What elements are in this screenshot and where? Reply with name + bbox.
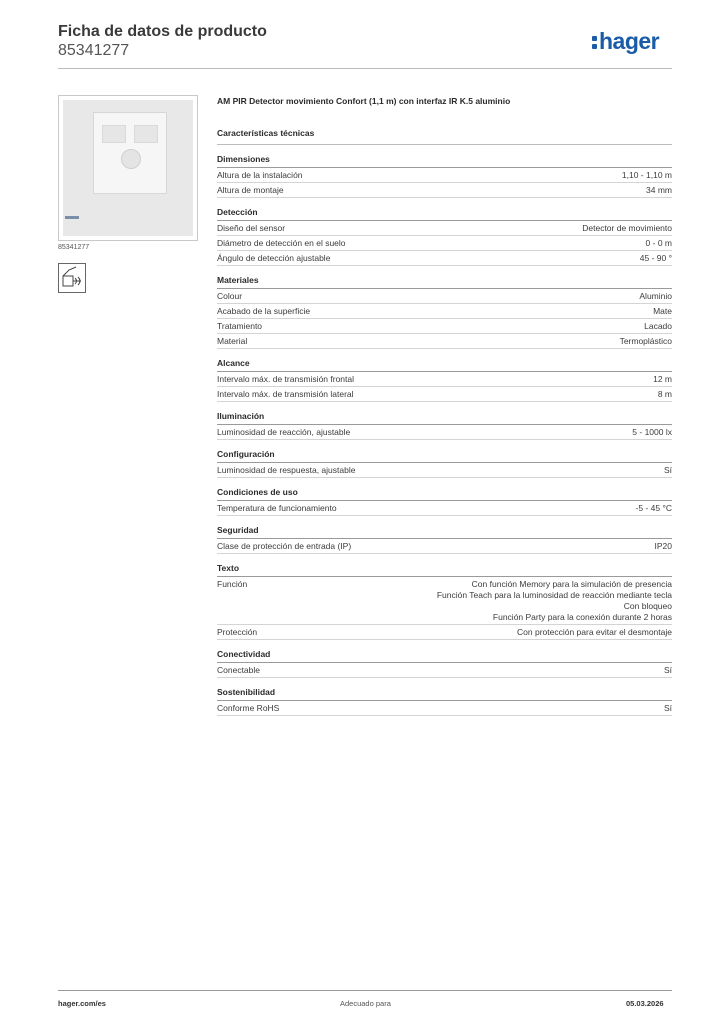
spec-label: Intervalo máx. de transmisión frontal xyxy=(217,374,355,384)
spec-row xyxy=(217,183,672,198)
spec-section xyxy=(217,563,672,640)
spec-section xyxy=(217,487,672,516)
page-title: Ficha de datos de producto xyxy=(58,23,267,40)
spec-value xyxy=(437,579,672,623)
sensor-window-right xyxy=(134,125,158,143)
spec-label: Temperatura de funcionamiento xyxy=(217,503,337,513)
section-title: Conectividad xyxy=(217,649,672,663)
section-title: Configuración xyxy=(217,449,672,463)
spec-section xyxy=(217,275,672,349)
spec-row xyxy=(217,221,672,236)
spec-row xyxy=(217,701,672,716)
spec-section xyxy=(217,358,672,402)
spec-value-line: Función Party para la conexión durante 2 horas xyxy=(492,612,672,622)
footer-divider xyxy=(58,990,672,991)
spec-row xyxy=(217,251,672,266)
spec-value xyxy=(653,374,672,385)
spec-value-line: Con protección para evitar el desmontaje xyxy=(517,627,672,637)
spec-row xyxy=(217,501,672,516)
spec-value-line: -5 - 45 °C xyxy=(635,503,672,513)
header-divider xyxy=(58,68,672,69)
spec-value xyxy=(664,703,672,714)
spec-row xyxy=(217,577,672,625)
section-title: Alcance xyxy=(217,358,672,372)
footer-suitable-for: Adecuado para xyxy=(340,999,391,1008)
product-name: AM PIR Detector movimiento Confort (1,1 m) con interfaz IR K.5 aluminio xyxy=(217,96,511,106)
spec-value-line: Lacado xyxy=(644,321,672,331)
detector-install-icon xyxy=(58,263,86,293)
spec-row xyxy=(217,168,672,183)
spec-value xyxy=(640,253,672,264)
spec-label: Diseño del sensor xyxy=(217,223,286,233)
section-title: Detección xyxy=(217,207,672,221)
spec-row xyxy=(217,319,672,334)
spec-row xyxy=(217,425,672,440)
spec-value-line: Detector de movimiento xyxy=(582,223,672,233)
spec-label: Colour xyxy=(217,291,243,301)
spec-value-line: 1,10 - 1,10 m xyxy=(621,170,672,180)
spec-value xyxy=(582,223,672,234)
spec-label: Material xyxy=(217,336,248,346)
spec-row xyxy=(217,387,672,402)
spec-label: Protección xyxy=(217,627,258,637)
spec-label: Altura de la instalación xyxy=(217,170,303,180)
scale-bar-icon xyxy=(65,216,79,219)
spec-value xyxy=(620,336,672,347)
spec-sections xyxy=(217,154,672,716)
spec-value-line: Función Teach para la luminosidad de reacción mediante tecla xyxy=(436,590,672,600)
logo-text: hager xyxy=(599,28,660,54)
spec-section xyxy=(217,687,672,716)
spec-value-line: Con función Memory para la simulación de presencia xyxy=(471,579,672,589)
spec-label: Altura de montaje xyxy=(217,185,284,195)
image-caption-code: 85341277 xyxy=(58,244,90,251)
spec-value-line: 8 m xyxy=(657,389,672,399)
spec-value-line: Aluminio xyxy=(639,291,672,301)
spec-value xyxy=(644,321,672,332)
section-title: Sostenibilidad xyxy=(217,687,672,701)
product-image xyxy=(58,95,198,241)
spec-row xyxy=(217,463,672,478)
sensor-lens xyxy=(121,149,141,169)
spec-value xyxy=(646,185,672,196)
spec-label: Clase de protección de entrada (IP) xyxy=(217,541,352,551)
spec-label: Intervalo máx. de transmisión lateral xyxy=(217,389,354,399)
spec-value xyxy=(653,306,672,317)
characteristics-divider xyxy=(217,144,672,145)
spec-label: Luminosidad de respuesta, ajustable xyxy=(217,465,356,475)
spec-label: Función xyxy=(217,579,248,589)
page-header xyxy=(58,22,267,60)
section-title: Seguridad xyxy=(217,525,672,539)
spec-row xyxy=(217,304,672,319)
spec-value xyxy=(517,627,672,638)
footer-date: 05.03.2026 xyxy=(626,999,664,1008)
product-datasheet xyxy=(217,96,672,716)
detector-image xyxy=(93,112,167,194)
spec-value-line: Sí xyxy=(663,665,672,675)
spec-value-line: 34 mm xyxy=(646,185,672,195)
spec-label: Luminosidad de reacción, ajustable xyxy=(217,427,351,437)
spec-label: Conectable xyxy=(217,665,261,675)
spec-value xyxy=(639,291,672,302)
spec-row xyxy=(217,663,672,678)
spec-value xyxy=(632,427,672,438)
footer-website[interactable]: hager.com/es xyxy=(58,999,106,1008)
spec-value xyxy=(655,541,673,552)
spec-value-line: Con bloqueo xyxy=(623,601,672,611)
spec-row xyxy=(217,625,672,640)
spec-value-line: Mate xyxy=(653,306,672,316)
logo-dots-icon xyxy=(592,36,597,50)
spec-row xyxy=(217,334,672,349)
spec-section xyxy=(217,411,672,440)
spec-value-line: Sí xyxy=(663,465,672,475)
product-code: 85341277 xyxy=(58,42,130,59)
spec-value-line: 45 - 90 ° xyxy=(639,253,672,263)
section-title: Dimensiones xyxy=(217,154,672,168)
spec-value-line: 0 - 0 m xyxy=(645,238,672,248)
spec-row xyxy=(217,289,672,304)
product-image-background xyxy=(63,100,193,236)
spec-label: Diámetro de detección en el suelo xyxy=(217,238,346,248)
section-title: Iluminación xyxy=(217,411,672,425)
characteristics-title: Características técnicas xyxy=(217,128,315,138)
spec-value-line: 5 - 1000 lx xyxy=(632,427,672,437)
spec-value xyxy=(658,389,672,400)
section-title: Materiales xyxy=(217,275,672,289)
spec-label: Acabado de la superficie xyxy=(217,306,311,316)
spec-value xyxy=(622,170,672,181)
spec-value-line: 12 m xyxy=(653,374,672,384)
spec-value xyxy=(664,665,672,676)
spec-label: Conforme RoHS xyxy=(217,703,280,713)
spec-row xyxy=(217,236,672,251)
spec-value xyxy=(636,503,672,514)
spec-section xyxy=(217,649,672,678)
spec-value-line: Termoplástico xyxy=(619,336,672,346)
spec-row xyxy=(217,539,672,554)
spec-section xyxy=(217,154,672,198)
spec-value-line: IP20 xyxy=(654,541,672,551)
section-title: Texto xyxy=(217,563,672,577)
spec-section xyxy=(217,525,672,554)
spec-label: Tratamiento xyxy=(217,321,263,331)
spec-section xyxy=(217,207,672,266)
section-title: Condiciones de uso xyxy=(217,487,672,501)
spec-row xyxy=(217,372,672,387)
spec-value-line: Sí xyxy=(663,703,672,713)
spec-value xyxy=(646,238,672,249)
spec-section xyxy=(217,449,672,478)
hager-logo xyxy=(592,28,659,55)
spec-label: Ángulo de detección ajustable xyxy=(217,253,331,263)
sensor-window-left xyxy=(102,125,126,143)
spec-value xyxy=(664,465,672,476)
